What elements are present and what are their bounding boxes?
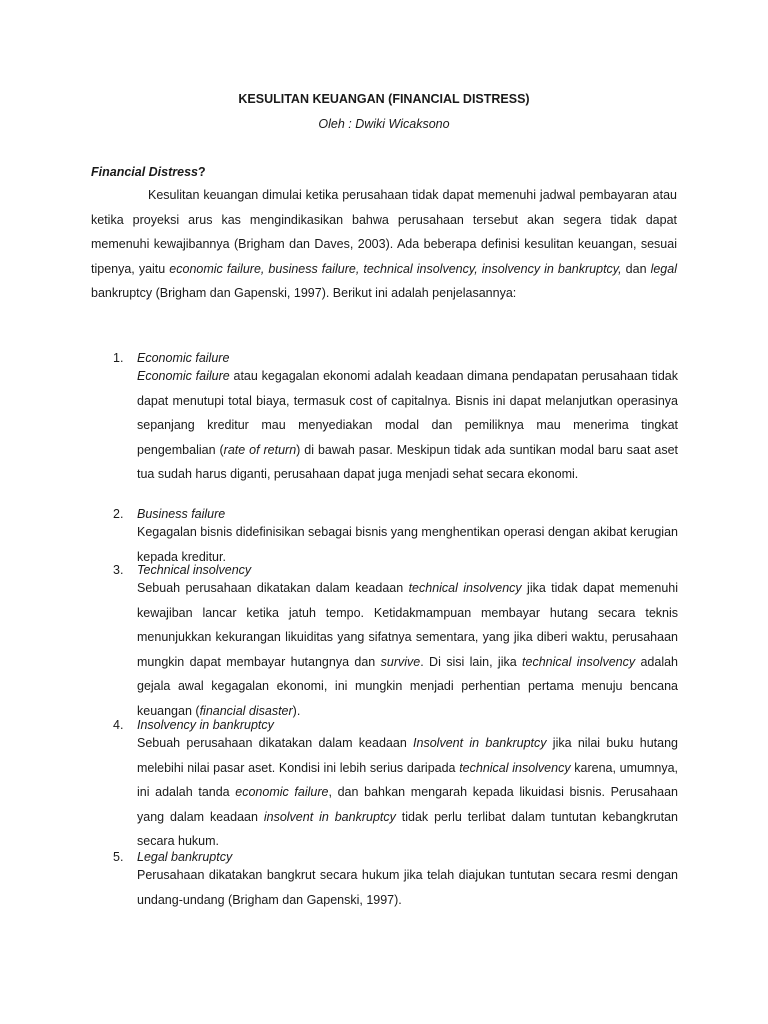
document-title: KESULITAN KEUANGAN (FINANCIAL DISTRESS) <box>238 92 530 106</box>
section-heading-text: Financial Distress <box>91 165 198 179</box>
list-heading: Technical insolvency <box>137 563 252 577</box>
list-number: 3. <box>113 563 124 577</box>
list-number: 2. <box>113 507 124 521</box>
list-heading: Business failure <box>137 507 226 521</box>
section-heading <box>91 165 206 179</box>
list-heading: Legal bankruptcy <box>137 850 233 864</box>
list-body: Sebuah perusahaan dikatakan dalam keadaan technical insolvency jika tidak dapat memenuhi kewajiban lancar ketika jatuh tempo. Ketidakmampuan membayar hutang secara teknis menunjukkan kekurangan likuiditas yang sifatnya sementara, yang jika diberi waktu, perusahaan mungkin dapat membayar hutangnya dan survive. Di sisi lain, jika technical insolvency adalah gejala awal kegagalan ekonomi, ini mungkin menjadi perhentian pertama menuju bencana keuangan (financial disaster). <box>137 581 679 718</box>
list-body: Sebuah perusahaan dikatakan dalam keadaan Insolvent in bankruptcy jika nilai buku hutang melebihi nilai pasar aset. Kondisi ini lebih serius daripada technical insolvency karena, umumnya, ini adalah tanda economic failure, dan bahkan mengarah kepada likuidasi bisnis. Perusahaan yang dalam keadaan insolvent in bankruptcy tidak perlu terlibat dalam tuntutan kebangkrutan secara hukum. <box>137 736 679 848</box>
list-number: 4. <box>113 718 124 732</box>
list-body: Perusahaan dikatakan bangkrut secara hukum jika telah diajukan tuntutan secara resmi dengan undang-undang (Brigham dan Gapenski, 1997). <box>137 868 678 907</box>
intro-paragraph: Kesulitan keuangan dimulai ketika perusahaan tidak dapat memenuhi jadwal pembayaran atau ketika proyeksi arus kas mengindikasikan bahwa perusahaan tersebut akan segera tidak dapat memenuhi kewajibannya (Brigham dan Daves, 2003). Ada beberapa definisi kesulitan keuangan, sesuai tipenya, yaitu economic failure, business failure, technical insolvency, insolvency in bankruptcy, dan legal bankruptcy (Brigham dan Gapenski, 1997). Berikut ini adalah penjelasannya: <box>91 188 677 300</box>
list-heading: Economic failure <box>137 351 230 365</box>
list-number: 5. <box>113 850 124 864</box>
list-heading: Insolvency in bankruptcy <box>137 718 274 732</box>
section-heading-suffix: ? <box>198 165 206 179</box>
list-body: Economic failure atau kegagalan ekonomi adalah keadaan dimana pendapatan perusahaan tidak dapat menutupi total biaya, termasuk cost of capitalnya. Bisnis ini dapat melanjutkan operasinya sepanjang kreditur mau menyediakan modal dan pemiliknya mau menerima tingkat pengembalian (rate of return) di bawah pasar. Meskipun tidak ada suntikan modal baru saat aset tua sudah harus diganti, perusahaan dapat juga menjadi sehat secara ekonomi. <box>137 369 678 481</box>
document-author: Oleh : Dwiki Wicaksono <box>318 117 450 131</box>
list-body: Kegagalan bisnis didefinisikan sebagai bisnis yang menghentikan operasi dengan akibat kerugian kepada kreditur. <box>137 525 678 564</box>
list-number: 1. <box>113 351 124 365</box>
